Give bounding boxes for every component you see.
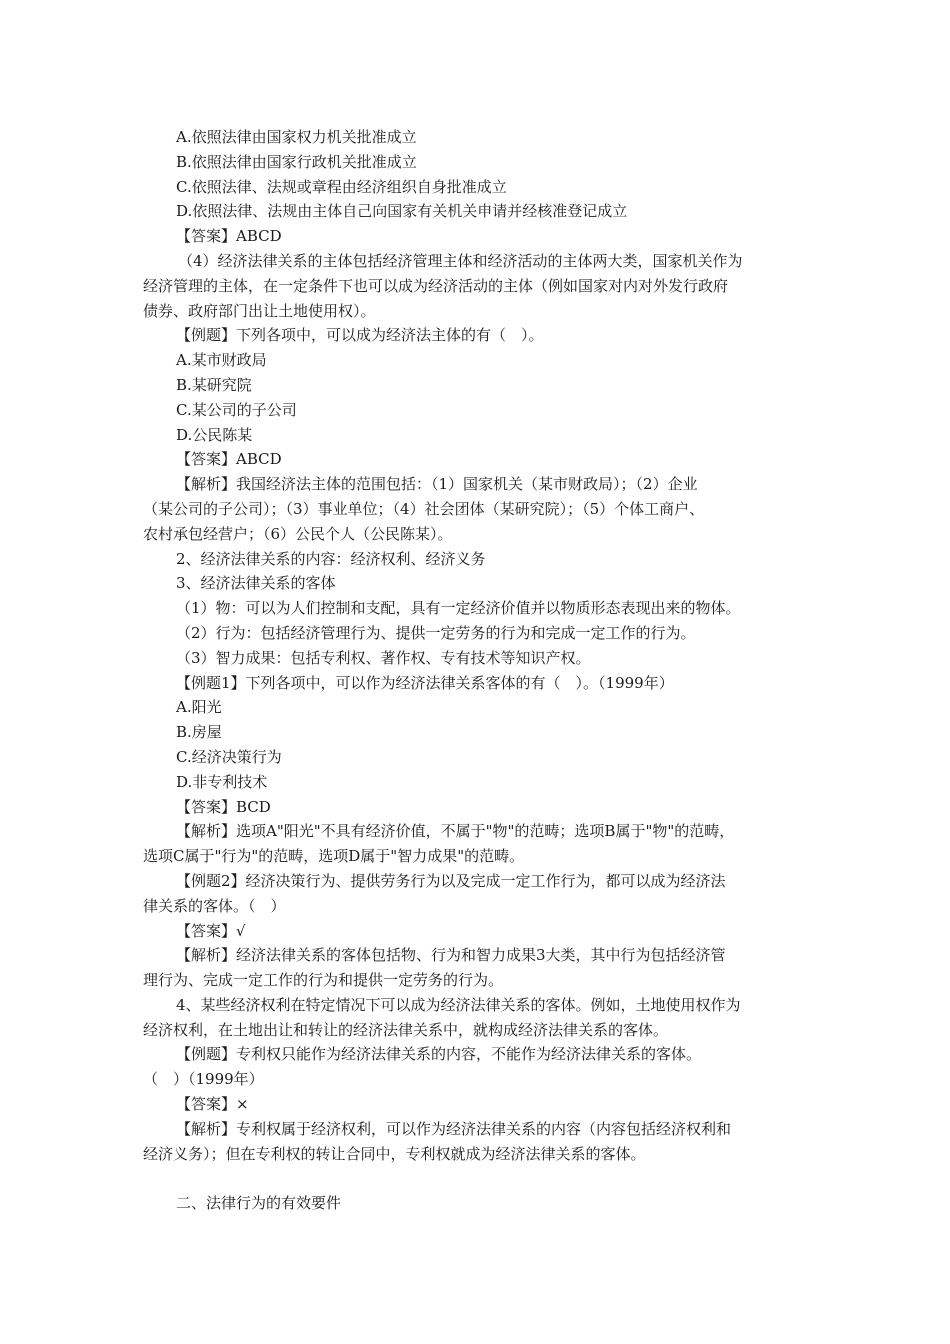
explanation-line: 经济义务）；但在专利权的转让合同中，专利权就成为经济法律关系的客体。 — [143, 1144, 646, 1163]
explanation-line: 【解析】经济法律关系的客体包括物、行为和智力成果3大类，其中行为包括经济管 — [176, 946, 726, 965]
option-d: D.非专利技术 — [176, 772, 268, 791]
paragraph-line: （4）经济法律关系的主体包括经济管理主体和经济活动的主体两大类，国家机关作为 — [178, 251, 743, 270]
option-c: C.某公司的子公司 — [176, 400, 297, 419]
option-c: C.经济决策行为 — [176, 747, 282, 766]
section-item: 2、经济法律关系的内容：经济权利、经济义务 — [176, 549, 486, 568]
example-question: （ ）（1999年） — [143, 1070, 264, 1089]
option-b: B.某研究院 — [176, 375, 252, 394]
option-a: A.依照法律由国家权力机关批准成立 — [176, 128, 417, 146]
option-a: A.阳光 — [176, 698, 222, 717]
example-question: 【例题1】下列各项中，可以作为经济法律关系客体的有（ ）。（1999年） — [176, 673, 674, 692]
option-d: D.公民陈某 — [176, 425, 253, 444]
answer: 【答案】ABCD — [176, 227, 282, 246]
explanation-line: 选项C属于"行为"的范畴，选项D属于"智力成果"的范畴。 — [143, 847, 525, 866]
section-item: 经济权利，在土地出让和转让的经济法律关系中，就构成经济法律关系的客体。 — [143, 1020, 669, 1039]
section-heading: 二、法律行为的有效要件 — [176, 1194, 342, 1213]
explanation-line: 【解析】选项A"阳光"不具有经济价值，不属于"物"的范畴；选项B属于"物"的范畴， — [176, 822, 735, 841]
explanation-line: 【解析】专利权属于经济权利，可以作为经济法律关系的内容（内容包括经济权利和 — [176, 1119, 732, 1138]
answer: 【答案】× — [176, 1095, 249, 1114]
section-item: 4、某些经济权利在特定情况下可以成为经济法律关系的客体。例如，土地使用权作为 — [176, 995, 741, 1014]
option-c: C.依照法律、法规或章程由经济组织自身批准成立 — [176, 177, 507, 196]
explanation-line: 理行为、完成一定工作的行为和提供一定劳务的行为。 — [143, 971, 504, 990]
sub-item: （3）智力成果：包括专利权、著作权、专有技术等知识产权。 — [176, 648, 591, 667]
option-d: D.依照法律、法规由主体自己向国家有关机关申请并经核准登记成立 — [176, 202, 628, 221]
sub-item: （1）物：可以为人们控制和支配，具有一定经济价值并以物质形态表现出来的物体。 — [176, 599, 741, 618]
example-question: 【例题】专利权只能作为经济法律关系的内容，不能作为经济法律关系的客体。 — [176, 1045, 702, 1064]
paragraph-line: 债券、政府部门出让土地使用权）。 — [143, 301, 376, 320]
section-item: 3、经济法律关系的客体 — [176, 574, 336, 593]
explanation-line: 【解析】我国经济法主体的范围包括：（1）国家机关（某市财政局）；（2）企业 — [176, 475, 698, 494]
explanation-line: 农村承包经营户；（6）公民个人（公民陈某）。 — [143, 524, 453, 543]
answer: 【答案】BCD — [176, 797, 271, 816]
blank-line — [143, 1166, 808, 1191]
example-question: 【例题2】经济决策行为、提供劳务行为以及完成一定工作行为，都可以成为经济法 — [176, 871, 726, 890]
explanation-line: （某公司的子公司）；（3）事业单位；（4）社会团体（某研究院）；（5）个体工商户、 — [143, 499, 705, 518]
option-a: A.某市财政局 — [176, 351, 267, 370]
document-page — [143, 125, 808, 1216]
example-question: 律关系的客体。（ ） — [143, 896, 286, 915]
option-b: B.依照法律由国家行政机关批准成立 — [176, 152, 417, 171]
option-b: B.房屋 — [176, 723, 222, 742]
sub-item: （2）行为：包括经济管理行为、提供一定劳务的行为和完成一定工作的行为。 — [176, 623, 696, 642]
answer: 【答案】ABCD — [176, 450, 282, 469]
answer: 【答案】√ — [176, 921, 246, 940]
paragraph-line: 经济管理的主体，在一定条件下也可以成为经济活动的主体（例如国家对内对外发行政府 — [143, 276, 729, 295]
example-question: 【例题】下列各项中，可以成为经济法主体的有（ ）。 — [176, 326, 544, 345]
